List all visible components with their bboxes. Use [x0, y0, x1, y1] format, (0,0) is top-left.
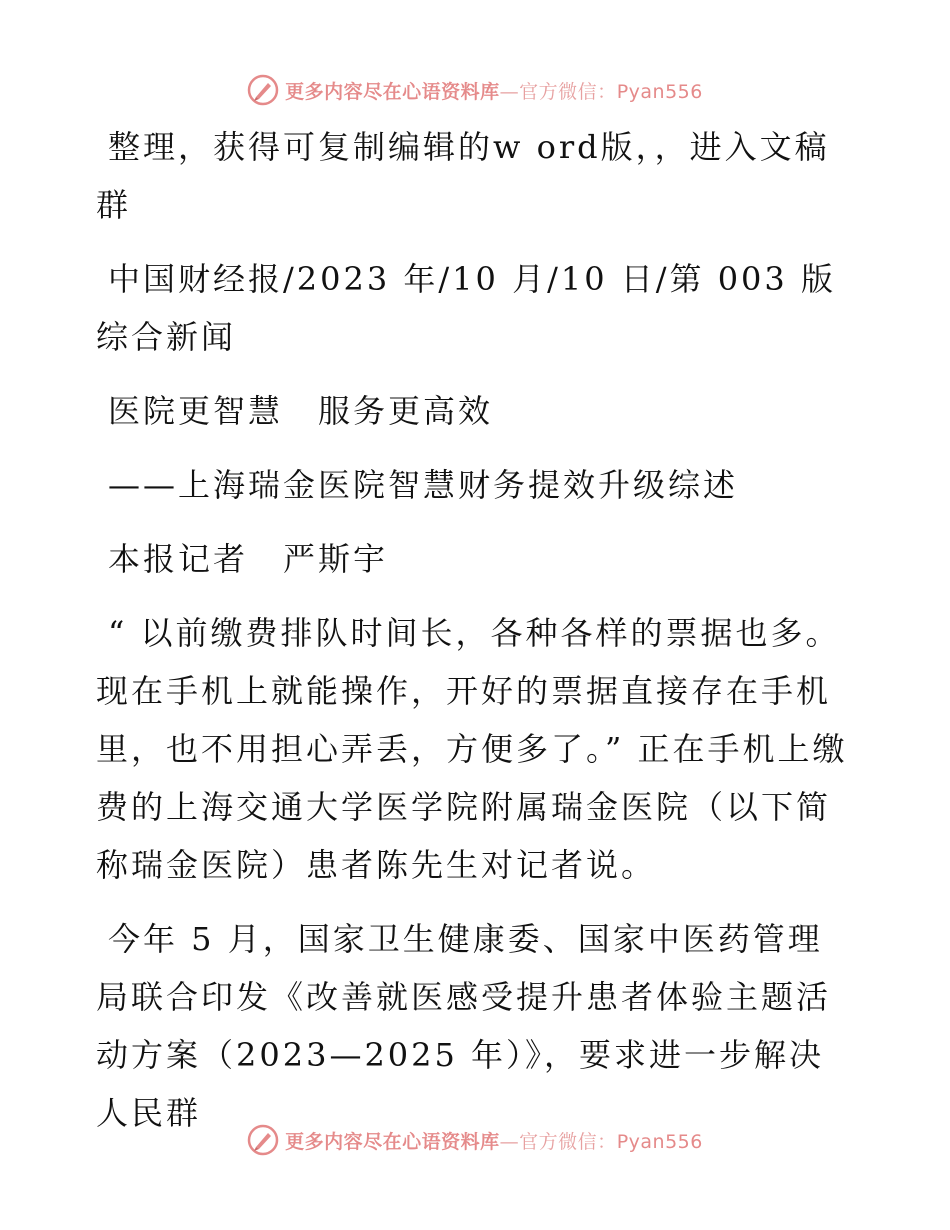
paragraph-note: 整理，获得可复制编辑的w ord版，，进入文稿群	[96, 128, 830, 224]
paragraph-policy: 今年 5 月，国家卫生健康委、国家中医药管理局联合印发《改善就医感受提升患者体验主题活动方案（2023—2025 年）》，要求进一步解决人民群	[96, 920, 832, 1132]
paragraph-quote: “ 以前缴费排队时间长，各种各样的票据也多。现在手机上就能操作，开好的票据直接存在手机里，也不用担心弄丢，方便多了。” 正在手机上缴费的上海交通大学医学院附属瑞金医院（以下简称瑞金医院）患者陈先生对记者说。	[96, 614, 848, 884]
quill-logo-icon	[247, 1124, 279, 1156]
footer-watermark	[0, 1120, 950, 1160]
paragraph-source: 中国财经报/2023 年/10 月/10 日/第 003 版综合新闻	[96, 260, 836, 356]
watermark-text: 更多内容尽在心语资料库—官方微信：Pyan556	[285, 1130, 703, 1153]
document-body	[96, 118, 848, 1158]
watermark-text: 更多内容尽在心语资料库—官方微信：Pyan556	[285, 80, 703, 103]
article-title: 医院更智慧 服务更高效	[108, 392, 494, 430]
header-watermark	[0, 70, 950, 110]
article-subtitle: ——上海瑞金医院智慧财务提效升级综述	[108, 466, 739, 504]
quill-logo-icon	[247, 74, 279, 106]
article-byline: 本报记者 严斯宇	[108, 540, 389, 578]
